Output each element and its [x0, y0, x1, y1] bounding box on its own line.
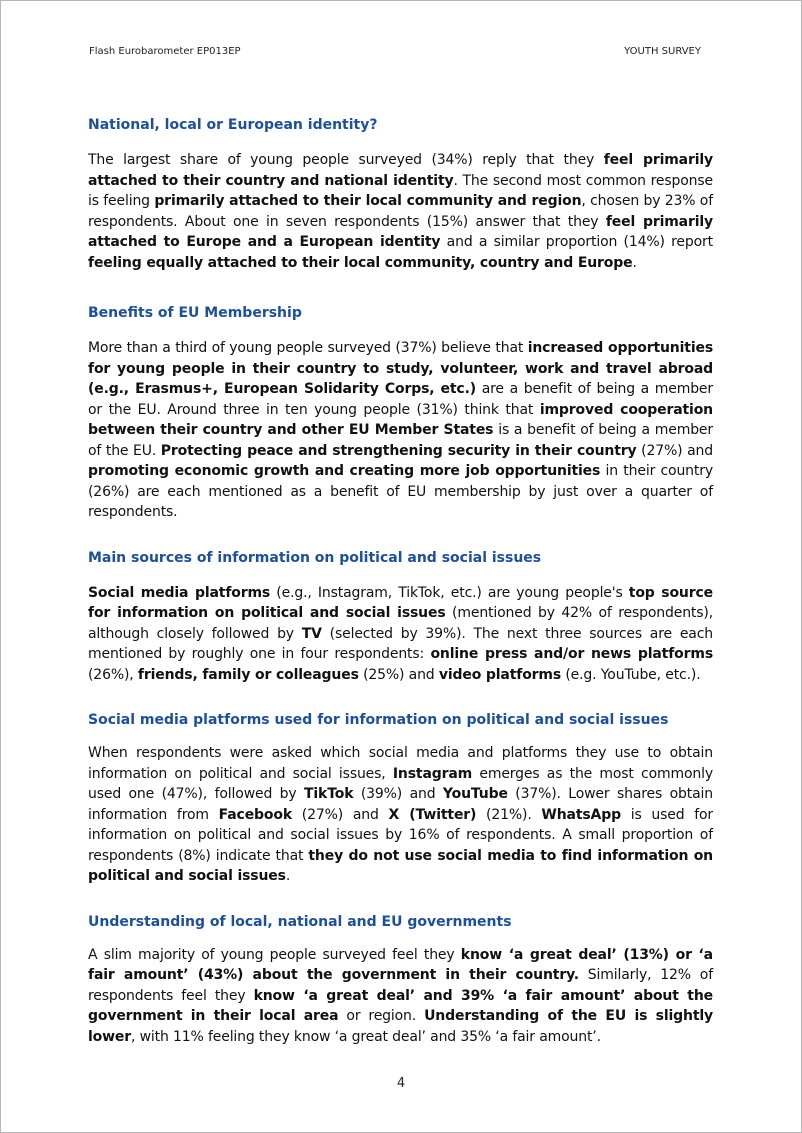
text-run: More than a third of young people surveyed (37%) believe that — [88, 340, 528, 356]
section-social-media-platforms — [88, 711, 713, 887]
section-heading: National, local or European identity? — [88, 117, 378, 133]
text-run: A slim majority of young people surveyed feel they — [88, 946, 461, 963]
text-run: or region. — [338, 1008, 425, 1024]
header-report-id: Flash Eurobarometer EP013EP — [89, 46, 241, 57]
section-heading: Understanding of local, national and EU governments — [88, 913, 512, 930]
text-run: (25%) and — [358, 666, 439, 683]
bold-text-run: Understanding of the EU is slightly lower — [88, 1008, 714, 1045]
bold-text-run: increased opportunities for young people in their country to study, volunteer, work and travel abroad (e.g., Erasmus+, European Solidarity Corps, etc.) — [88, 340, 713, 397]
text-run: Similarly, 12% of respondents feel they — [88, 967, 714, 1004]
section-government-understanding — [88, 913, 713, 1048]
bold-text-run: X (Twitter) — [388, 806, 477, 823]
bold-text-run: TV — [301, 625, 322, 642]
text-run: , with 11% feeling they know ‘a great deal’ and 35% ‘a fair amount’. — [131, 1028, 601, 1045]
bold-text-run: friends, family or colleagues — [137, 666, 359, 683]
section-paragraph — [88, 338, 713, 523]
bold-text-run: WhatsApp — [541, 806, 621, 823]
text-run: When respondents were asked which social media and platforms they use to obtain information on political and social issues, — [88, 745, 713, 782]
section-heading: Benefits of EU Membership — [88, 305, 302, 321]
text-run: is a benefit of being a member of the EU. — [88, 422, 713, 459]
bold-text-run: know ‘a great deal’ and 39% ‘a fair amount’ about the government in their local area — [88, 987, 713, 1024]
bold-text-run: improved cooperation between their country and other EU Member States — [88, 401, 713, 438]
text-run: (26%), — [88, 666, 138, 683]
text-run: . The second most common response is feeling — [88, 172, 713, 209]
bold-text-run: top source for information on political and social issues — [88, 584, 713, 621]
text-run: (37%). Lower shares obtain information from — [88, 786, 713, 823]
text-run: (e.g., Instagram, TikTok, etc.) are young people's — [270, 584, 629, 601]
section-paragraph — [88, 945, 713, 1048]
section-paragraph — [88, 150, 713, 273]
text-run: are a benefit of being a member or the EU. Around three in ten young people (31%) think that — [88, 381, 713, 418]
bold-text-run: Protecting peace and strengthening security in their country — [160, 442, 637, 459]
text-run: The largest share of young people surveyed (34%) reply that they — [88, 152, 604, 168]
bold-text-run: promoting economic growth and creating more job opportunities — [88, 463, 601, 479]
bold-text-run: online press and/or news platforms — [430, 646, 714, 662]
text-run: (27%) and — [292, 806, 389, 823]
section-heading: Main sources of information on political and social issues — [88, 549, 542, 566]
page-content — [88, 116, 713, 1047]
text-run: (21%). — [476, 806, 542, 823]
text-run: , chosen by 23% of respondents. About one in seven respondents (15%) answer that they — [88, 193, 713, 230]
bold-text-run: feeling equally attached to their local community, country and Europe — [88, 254, 633, 271]
section-eu-benefits — [88, 304, 713, 523]
bold-text-run: YouTube — [442, 786, 508, 802]
bold-text-run: TikTok — [303, 786, 354, 802]
bold-text-run: they do not use social media to find information on political and social issues — [88, 847, 713, 884]
text-run: (e.g. YouTube, etc.). — [561, 666, 701, 683]
bold-text-run: primarily attached to their local community and region — [154, 193, 582, 209]
bold-text-run: video platforms — [438, 666, 562, 683]
section-paragraph — [88, 743, 713, 887]
text-run: and a similar proportion (14%) report — [440, 234, 713, 250]
section-identity — [88, 116, 713, 273]
section-paragraph — [88, 583, 713, 686]
text-run: emerges as the most commonly used one (47%), followed by — [88, 765, 713, 802]
text-run: (selected by 39%). The next three sources are each mentioned by roughly one in four respondents: — [88, 625, 713, 662]
page-number: 4 — [396, 1076, 406, 1091]
text-run: . — [285, 868, 291, 884]
bold-text-run: Instagram — [392, 765, 473, 782]
bold-text-run: know ‘a great deal’ (13%) or ‘a fair amount’ (43%) about the government in their country. — [88, 946, 713, 983]
text-run: (39%) and — [353, 786, 443, 802]
bold-text-run: Facebook — [218, 806, 293, 823]
bold-text-run: feel primarily attached to their country and national identity — [88, 152, 713, 189]
text-run: in their country (26%) are each mentioned as a benefit of EU membership by just over a quarter of respondents. — [88, 463, 713, 520]
bold-text-run: Social media platforms — [88, 584, 271, 601]
text-run: (mentioned by 42% of respondents), although closely followed by — [88, 605, 714, 642]
text-run: (27%) and — [636, 442, 713, 459]
bold-text-run: feel primarily attached to Europe and a European identity — [88, 213, 713, 250]
section-heading: Social media platforms used for information on political and social issues — [88, 712, 669, 728]
text-run: . — [632, 254, 637, 271]
text-run: is used for information on political and social issues by 16% of respondents. A small proportion of respondents (8%) indicate that — [88, 806, 713, 864]
section-information-sources — [88, 549, 713, 686]
header-survey-title: YOUTH SURVEY — [624, 46, 701, 57]
